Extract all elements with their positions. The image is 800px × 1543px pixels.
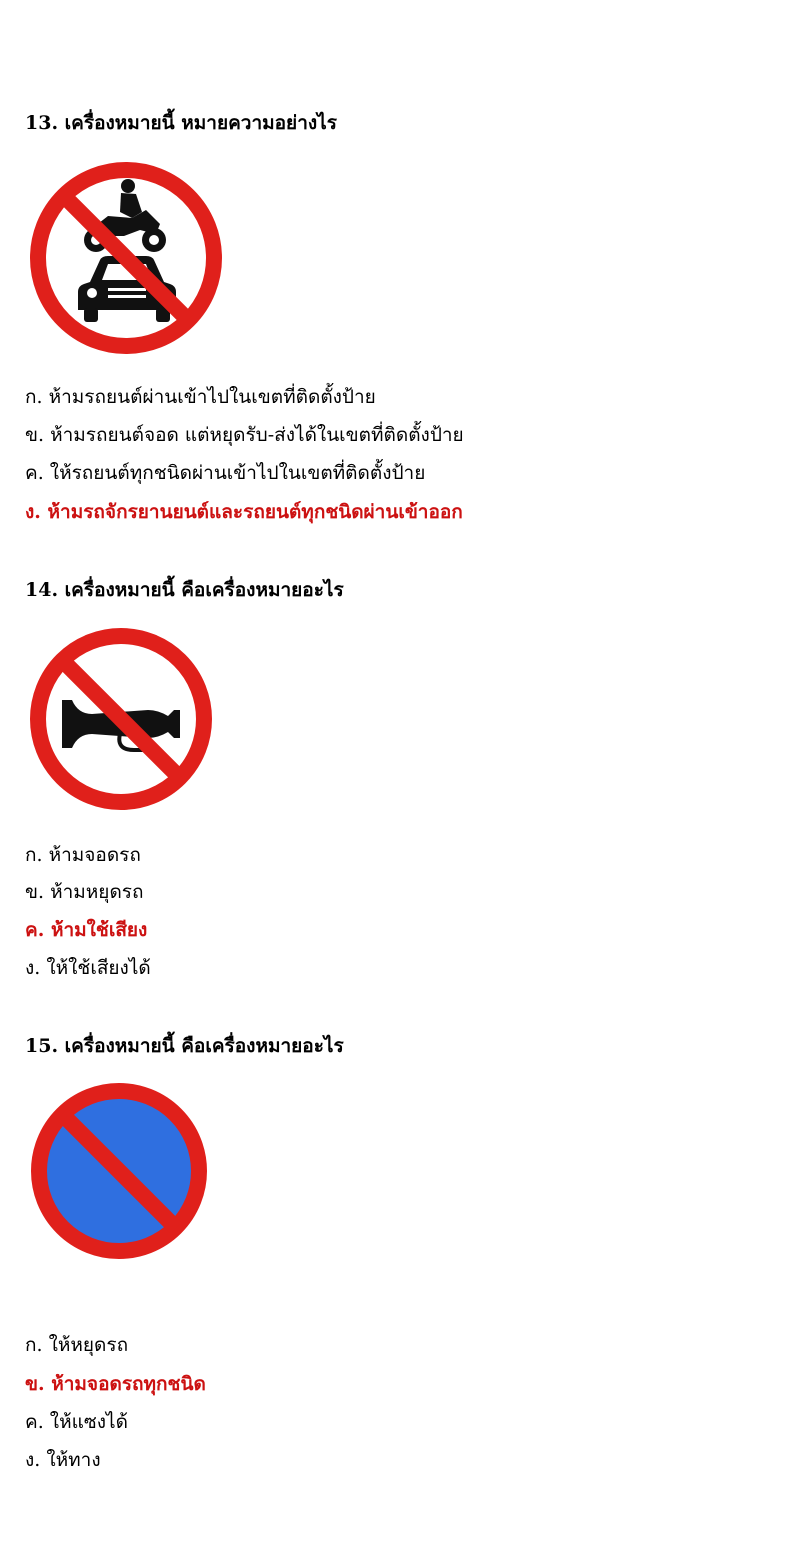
question-13-title: 13. เครื่องหมายนี้ หมายความอย่างไร [25, 112, 337, 134]
q13-option-d-correct: ง. ห้ามรถจักรยานยนต์และรถยนต์ทุกชนิดผ่านเข้าออก [25, 501, 463, 523]
q14-option-d: ง. ให้ใช้เสียงได้ [25, 957, 151, 979]
no-horn-sign-icon [28, 626, 214, 812]
question-15-title: 15. เครื่องหมายนี้ คือเครื่องหมายอะไร [25, 1035, 344, 1057]
q13-option-a: ก. ห้ามรถยนต์ผ่านเข้าไปในเขตที่ติดตั้งป้าย [25, 386, 376, 408]
no-motorcycle-and-car-sign-icon [28, 160, 224, 356]
q13-option-b: ข. ห้ามรถยนต์จอด แต่หยุดรับ-ส่งได้ในเขตที่ติดตั้งป้าย [25, 424, 464, 446]
q15-option-b-correct: ข. ห้ามจอดรถทุกชนิด [25, 1373, 206, 1395]
question-14-title: 14. เครื่องหมายนี้ คือเครื่องหมายอะไร [25, 579, 344, 601]
q15-option-c: ค. ให้แซงได้ [25, 1411, 128, 1433]
q14-option-b: ข. ห้ามหยุดรถ [25, 881, 144, 903]
q14-option-c-correct: ค. ห้ามใช้เสียง [25, 919, 148, 941]
q14-option-a: ก. ห้ามจอดรถ [25, 844, 141, 866]
q15-option-d: ง. ให้ทาง [25, 1449, 101, 1471]
no-parking-sign-icon [28, 1080, 210, 1262]
q15-option-a: ก. ให้หยุดรถ [25, 1334, 129, 1356]
q13-option-c: ค. ให้รถยนต์ทุกชนิดผ่านเข้าไปในเขตที่ติดตั้งป้าย [25, 462, 426, 484]
